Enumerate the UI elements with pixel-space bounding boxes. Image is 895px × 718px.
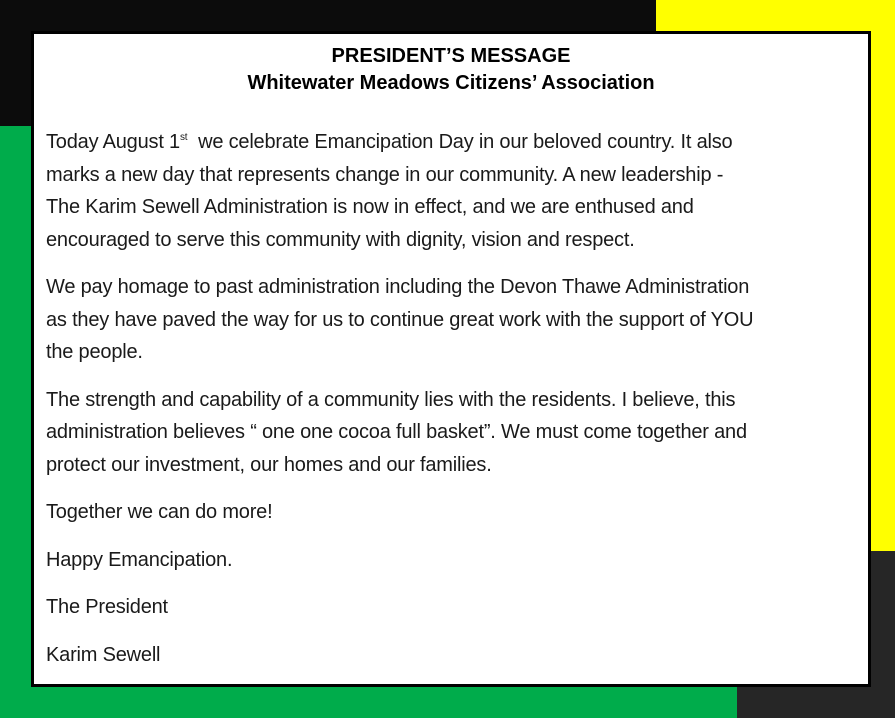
text-line: protect our investment, our homes and our families. bbox=[46, 453, 492, 476]
text-line: as they have paved the way for us to continue great work with the support of YOU bbox=[46, 308, 754, 331]
text-line: administration believes “ one one cocoa full basket”. We must come together and bbox=[46, 421, 747, 443]
text-line: The President bbox=[46, 596, 168, 618]
text-line: the people. bbox=[46, 341, 143, 363]
paragraph bbox=[46, 126, 866, 256]
association-name: Whitewater Meadows Citizens’ Association bbox=[247, 72, 655, 94]
text-line: marks a new day that represents change in our community. A new leadership - bbox=[46, 163, 724, 186]
text-line bbox=[46, 126, 866, 159]
text-line: The strength and capability of a community lies with the residents. I believe, this bbox=[46, 388, 736, 411]
text-line: We pay homage to past administration including the Devon Thawe Administration bbox=[46, 276, 750, 298]
message-card bbox=[31, 31, 871, 687]
message-body bbox=[46, 126, 866, 686]
text-line: encouraged to serve this community with dignity, vision and respect. bbox=[46, 228, 635, 251]
text-run: Today August 1 bbox=[46, 131, 180, 153]
text-line: Together we can do more! bbox=[46, 501, 273, 523]
paragraph bbox=[46, 544, 866, 577]
signature-name bbox=[46, 639, 866, 672]
text-line: Karim Sewell bbox=[46, 643, 161, 666]
text-line: Happy Emancipation. bbox=[46, 548, 233, 571]
text-line: The Karim Sewell Administration is now in effect, and we are enthused and bbox=[46, 196, 694, 218]
text-run: we celebrate Emancipation Day in our beloved country. It also bbox=[187, 131, 733, 153]
signature-title bbox=[46, 591, 866, 624]
ordinal-suffix: st bbox=[179, 132, 188, 143]
paragraph bbox=[46, 271, 866, 369]
paragraph bbox=[46, 384, 866, 482]
paragraph bbox=[46, 496, 866, 529]
message-title: PRESIDENT’S MESSAGE bbox=[331, 45, 571, 67]
